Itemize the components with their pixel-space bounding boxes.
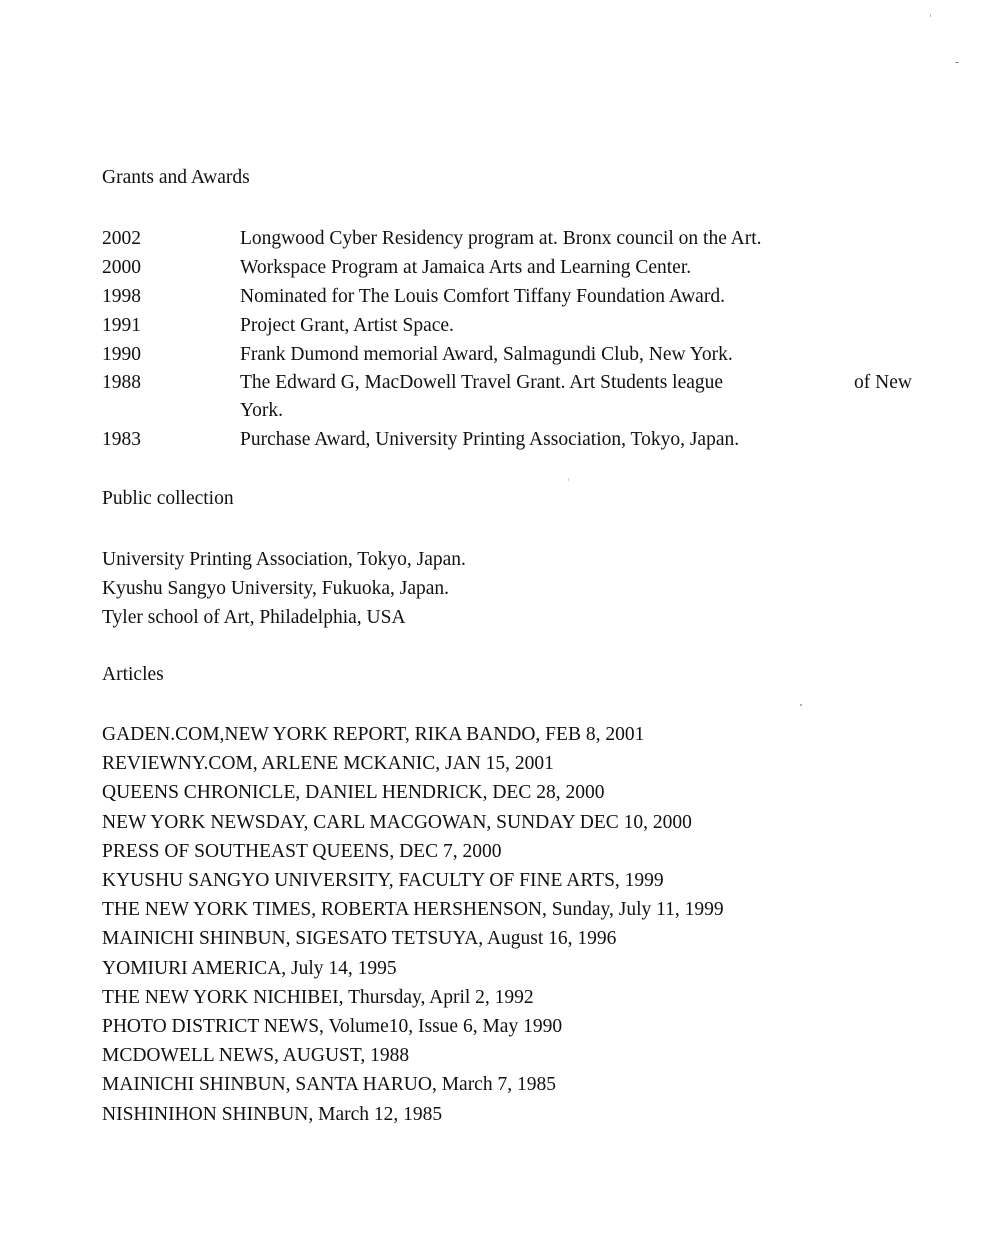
grant-text-line-end: of New (854, 372, 912, 393)
collection-list (102, 545, 466, 633)
grant-text: Purchase Award, University Printing Association, Tokyo, Japan. (240, 429, 740, 450)
grant-year: 1991 (102, 315, 141, 336)
grant-text-line: York. (240, 400, 283, 421)
list-item: THE NEW YORK NICHIBEI, Thursday, April 2, 1992 (102, 986, 534, 1008)
grant-text-line-start: The Edward G, MacDowell Travel Grant. Art Students league (240, 372, 724, 393)
list-item: YOMIURI AMERICA, July 14, 1995 (102, 957, 397, 979)
grant-row (102, 425, 912, 454)
list-item: QUEENS CHRONICLE, DANIEL HENDRICK, DEC 28, 2000 (102, 782, 605, 804)
grant-year: 2000 (102, 257, 141, 278)
list-item: Tyler school of Art, Philadelphia, USA (102, 607, 406, 629)
scan-speck (568, 478, 569, 481)
grant-year: 1990 (102, 344, 141, 365)
list-item: PHOTO DISTRICT NEWS, Volume10, Issue 6, May 1990 (102, 1016, 563, 1038)
grants-list (102, 224, 912, 454)
collection-heading: Public collection (102, 488, 234, 509)
scan-speck (955, 62, 959, 63)
grant-row (102, 340, 912, 369)
list-item: PRESS OF SOUTHEAST QUEENS, DEC 7, 2000 (102, 840, 502, 862)
grant-text: Longwood Cyber Residency program at. Bronx council on the Art. (240, 228, 762, 249)
articles-heading: Articles (102, 664, 164, 685)
list-item: GADEN.COM,NEW YORK REPORT, RIKA BANDO, FEB 8, 2001 (102, 724, 645, 745)
scan-speck (800, 704, 802, 706)
list-item: University Printing Association, Tokyo, Japan. (102, 549, 466, 570)
list-item: REVIEWNY.COM, ARLENE MCKANIC, JAN 15, 2001 (102, 753, 554, 775)
grant-text-line (240, 369, 912, 397)
grants-heading: Grants and Awards (102, 167, 250, 188)
grant-row (102, 311, 912, 340)
grant-row (102, 224, 912, 253)
list-item: MAINICHI SHINBUN, SIGESATO TETSUYA, August 16, 1996 (102, 928, 617, 950)
list-item: MAINICHI SHINBUN, SANTA HARUO, March 7, 1985 (102, 1074, 556, 1096)
grant-year: 1983 (102, 429, 141, 450)
list-item: NEW YORK NEWSDAY, CARL MACGOWAN, SUNDAY DEC 10, 2000 (102, 811, 692, 833)
list-item: Kyushu Sangyo University, Fukuoka, Japan. (102, 578, 450, 600)
grant-text: Workspace Program at Jamaica Arts and Learning Center. (240, 257, 692, 278)
articles-list (102, 720, 724, 1129)
scan-speck (930, 14, 931, 17)
grant-text: Nominated for The Louis Comfort Tiffany Foundation Award. (240, 286, 725, 307)
list-item: THE NEW YORK TIMES, ROBERTA HERSHENSON, Sunday, July 11, 1999 (102, 899, 724, 921)
grant-row (102, 282, 912, 311)
grant-row (102, 369, 912, 425)
list-item: NISHINIHON SHINBUN, March 12, 1985 (102, 1103, 443, 1125)
grant-text-multiline (240, 369, 912, 425)
list-item: MCDOWELL NEWS, AUGUST, 1988 (102, 1045, 410, 1067)
grant-year: 2002 (102, 228, 141, 249)
grant-text: Frank Dumond memorial Award, Salmagundi Club, New York. (240, 344, 733, 365)
grant-row (102, 253, 912, 282)
list-item: KYUSHU SANGYO UNIVERSITY, FACULTY OF FINE ARTS, 1999 (102, 870, 664, 892)
grant-year: 1988 (102, 372, 141, 393)
grant-year: 1998 (102, 286, 141, 307)
grant-text: Project Grant, Artist Space. (240, 315, 454, 336)
